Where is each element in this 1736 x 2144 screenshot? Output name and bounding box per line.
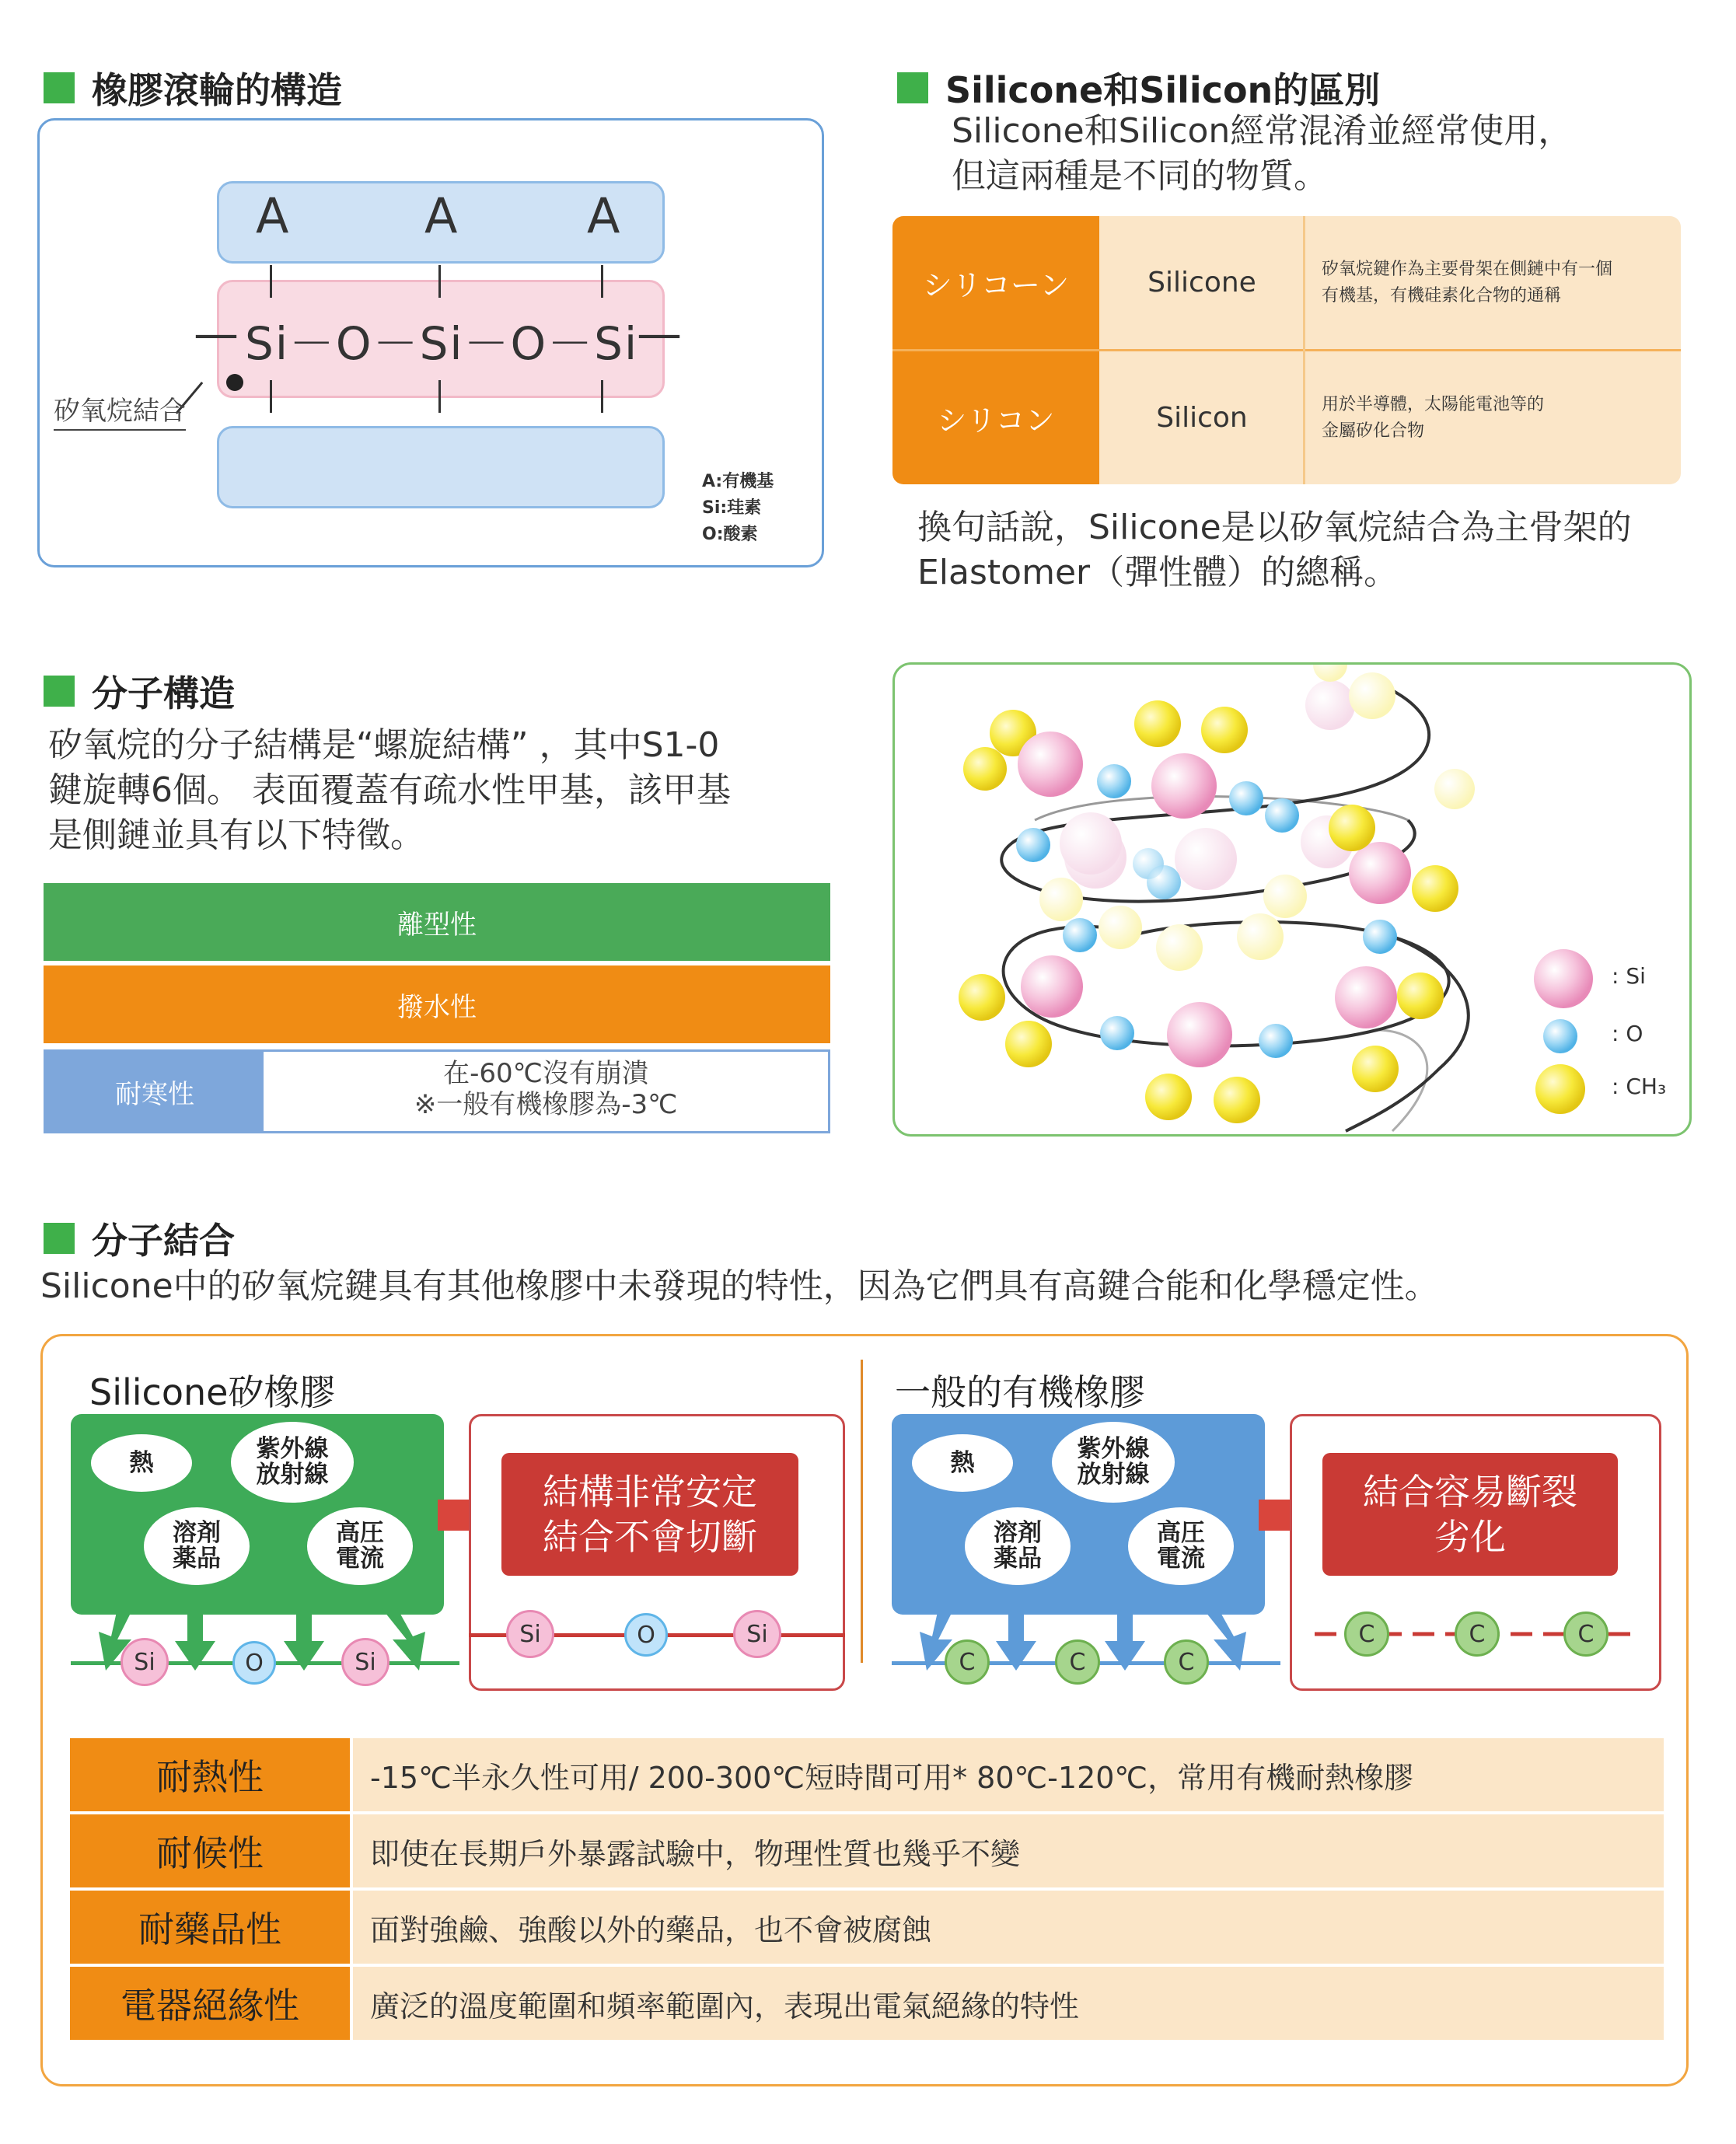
heading-molecular — [44, 665, 235, 717]
legend-ch3: : CH₃ — [1612, 1074, 1667, 1099]
stress-heat: 熱 — [91, 1434, 192, 1492]
molecule-illustration — [892, 662, 1692, 1137]
a-label: A — [587, 187, 620, 244]
siloxane-chain: Si－O－Si－O－Si — [245, 317, 639, 370]
atom-c: C — [1563, 1611, 1609, 1657]
atom-c: C — [945, 1639, 990, 1685]
result-line: 結構非常安定 — [543, 1471, 757, 1513]
stress-voltage: 高圧 電流 — [1128, 1507, 1234, 1585]
atom-c: C — [1164, 1639, 1209, 1685]
comparison-row — [892, 351, 1681, 484]
bottom-organic-band — [217, 426, 665, 508]
heading-structure — [44, 62, 342, 113]
atom-si: Si — [341, 1638, 389, 1686]
legend-item: O:酸素 — [702, 525, 758, 544]
siloxane-label: 矽氧烷結合 — [54, 389, 186, 431]
property-key: 耐藥品性 — [70, 1891, 350, 1964]
en-term: Silicon — [1099, 351, 1305, 484]
legend-si: : Si — [1612, 963, 1646, 989]
silicone-title: Silicone矽橡膠 — [89, 1371, 336, 1413]
stress-solvent: 溶剤 薬品 — [965, 1507, 1071, 1585]
heading-square-icon — [44, 676, 75, 707]
summary-line: 換句話說，Silicone是以矽氧烷結合為主骨架的 — [917, 508, 1632, 547]
property-key: 電器絕緣性 — [70, 1967, 350, 2040]
property-row — [70, 1967, 1664, 2040]
intro-line: 但這兩種是不同的物質。 — [952, 156, 1328, 196]
cold-value — [264, 1058, 828, 1120]
heading-square-icon — [44, 1223, 75, 1254]
result-message-organic — [1322, 1453, 1618, 1576]
a-label: A — [256, 187, 289, 244]
difference-summary — [917, 505, 1632, 595]
atom-si: Si — [121, 1638, 169, 1686]
heading-text: Silicone和Silicon的區別 — [945, 69, 1381, 111]
legend-item: A:有機基 — [702, 472, 774, 491]
heading-bonding — [44, 1213, 235, 1264]
comparison-table — [892, 216, 1681, 485]
desc-line: 有機基，有機硅素化合物的通稱 — [1322, 285, 1562, 306]
chain-right-bond: — — [637, 307, 682, 360]
heading-square-icon — [897, 72, 928, 103]
stress-voltage: 高圧 電流 — [307, 1507, 413, 1585]
atom-o: O — [232, 1641, 276, 1685]
stress-heat: 熱 — [912, 1434, 1013, 1492]
stress-uv: 紫外線 放射線 — [231, 1422, 354, 1503]
stress-solvent: 溶剤 薬品 — [144, 1507, 250, 1585]
property-row — [70, 1738, 1664, 1811]
bond-line — [601, 380, 603, 413]
cold-label: 耐寒性 — [46, 1052, 264, 1131]
bond-line — [601, 265, 603, 298]
en-term: Silicone — [1099, 216, 1305, 349]
a-label: A — [424, 187, 458, 244]
atom-c: C — [1344, 1611, 1389, 1657]
column-divider — [1303, 216, 1305, 484]
legend — [702, 469, 774, 548]
property-row — [70, 1814, 1664, 1887]
heading-text: 分子構造 — [92, 672, 235, 714]
intro-line: Silicone和Silicon經常混淆並經常使用， — [952, 111, 1573, 151]
heading-square-icon — [44, 72, 75, 103]
bonding-text: Silicone中的矽氧烷鍵具有其他橡膠中未發現的特性，因為它們具有高鍵合能和化學穩定性。 — [40, 1266, 1439, 1306]
term-description — [1305, 216, 1681, 349]
bond-line — [270, 265, 272, 298]
jp-term: シリコーン — [892, 216, 1099, 349]
organic-title: 一般的有機橡膠 — [895, 1371, 1145, 1413]
helix-svg — [895, 665, 1692, 1137]
structure-diagram — [37, 118, 824, 567]
property-value: 面對強鹼、強酸以外的藥品，也不會被腐蝕 — [353, 1891, 1664, 1964]
legend-o: : O — [1612, 1021, 1643, 1046]
text-line: 鍵旋轉6個。 表面覆蓋有疏水性甲基，該甲基 — [48, 770, 731, 810]
desc-line: 矽氧烷鍵作為主要骨架在側鏈中有一個 — [1322, 259, 1613, 279]
comparison-row — [892, 216, 1681, 349]
text-line: 矽氧烷的分子結構是“螺旋結構” ，其中S1-0 — [48, 725, 720, 765]
result-line: 結合不會切斷 — [543, 1516, 757, 1558]
result-message-silicone — [501, 1453, 798, 1576]
heading-difference — [897, 62, 1380, 113]
legend-item: Si:珪素 — [702, 498, 762, 518]
result-line: 劣化 — [1434, 1516, 1506, 1558]
atom-si: Si — [506, 1610, 554, 1658]
atom-o: O — [624, 1613, 668, 1657]
term-description — [1305, 351, 1681, 484]
difference-intro — [952, 109, 1572, 199]
property-row — [70, 1891, 1664, 1964]
property-value: 即使在長期戶外暴露試驗中，物理性質也幾乎不變 — [353, 1814, 1664, 1887]
result-line: 結合容易斷裂 — [1363, 1471, 1577, 1513]
bond-line — [438, 265, 441, 298]
property-value: 廣泛的溫度範圍和頻率範圍內，表現出電氣絕緣的特性 — [353, 1967, 1664, 2040]
atom-si: Si — [733, 1610, 781, 1658]
heading-text: 分子結合 — [92, 1220, 235, 1262]
bond-line — [438, 380, 441, 413]
molecular-text — [48, 723, 731, 858]
feature-bar-water-repellent: 撥水性 — [44, 965, 830, 1043]
cold-value-line: 在-60℃沒有崩潰 — [443, 1058, 648, 1089]
bond-line — [270, 380, 272, 413]
jp-term: シリコン — [892, 351, 1099, 484]
atom-c: C — [1055, 1639, 1100, 1685]
desc-line: 用於半導體，太陽能電池等的 — [1322, 394, 1545, 414]
property-key: 耐熱性 — [70, 1738, 350, 1811]
feature-bar-release: 離型性 — [44, 883, 830, 961]
siloxane-marker-dot — [226, 374, 243, 391]
panel-divider — [861, 1360, 863, 1663]
property-key: 耐候性 — [70, 1814, 350, 1887]
summary-line: Elastomer（彈性體）的總稱。 — [917, 553, 1399, 592]
atom-c: C — [1455, 1611, 1500, 1657]
chain-left-bond: — — [194, 307, 239, 360]
cold-value-line: ※一般有機橡膠為-3℃ — [414, 1089, 678, 1120]
text-line: 是側鏈並具有以下特徵。 — [48, 815, 424, 855]
desc-line: 金屬矽化合物 — [1322, 421, 1425, 441]
property-value: -15℃半永久性可用/ 200-300℃短時間可用* 80℃-120℃，常用有機耐熱橡膠 — [353, 1738, 1664, 1811]
feature-cold-resistance — [44, 1049, 830, 1133]
stress-uv: 紫外線 放射線 — [1052, 1422, 1175, 1503]
heading-text: 橡膠滾輪的構造 — [92, 69, 342, 111]
